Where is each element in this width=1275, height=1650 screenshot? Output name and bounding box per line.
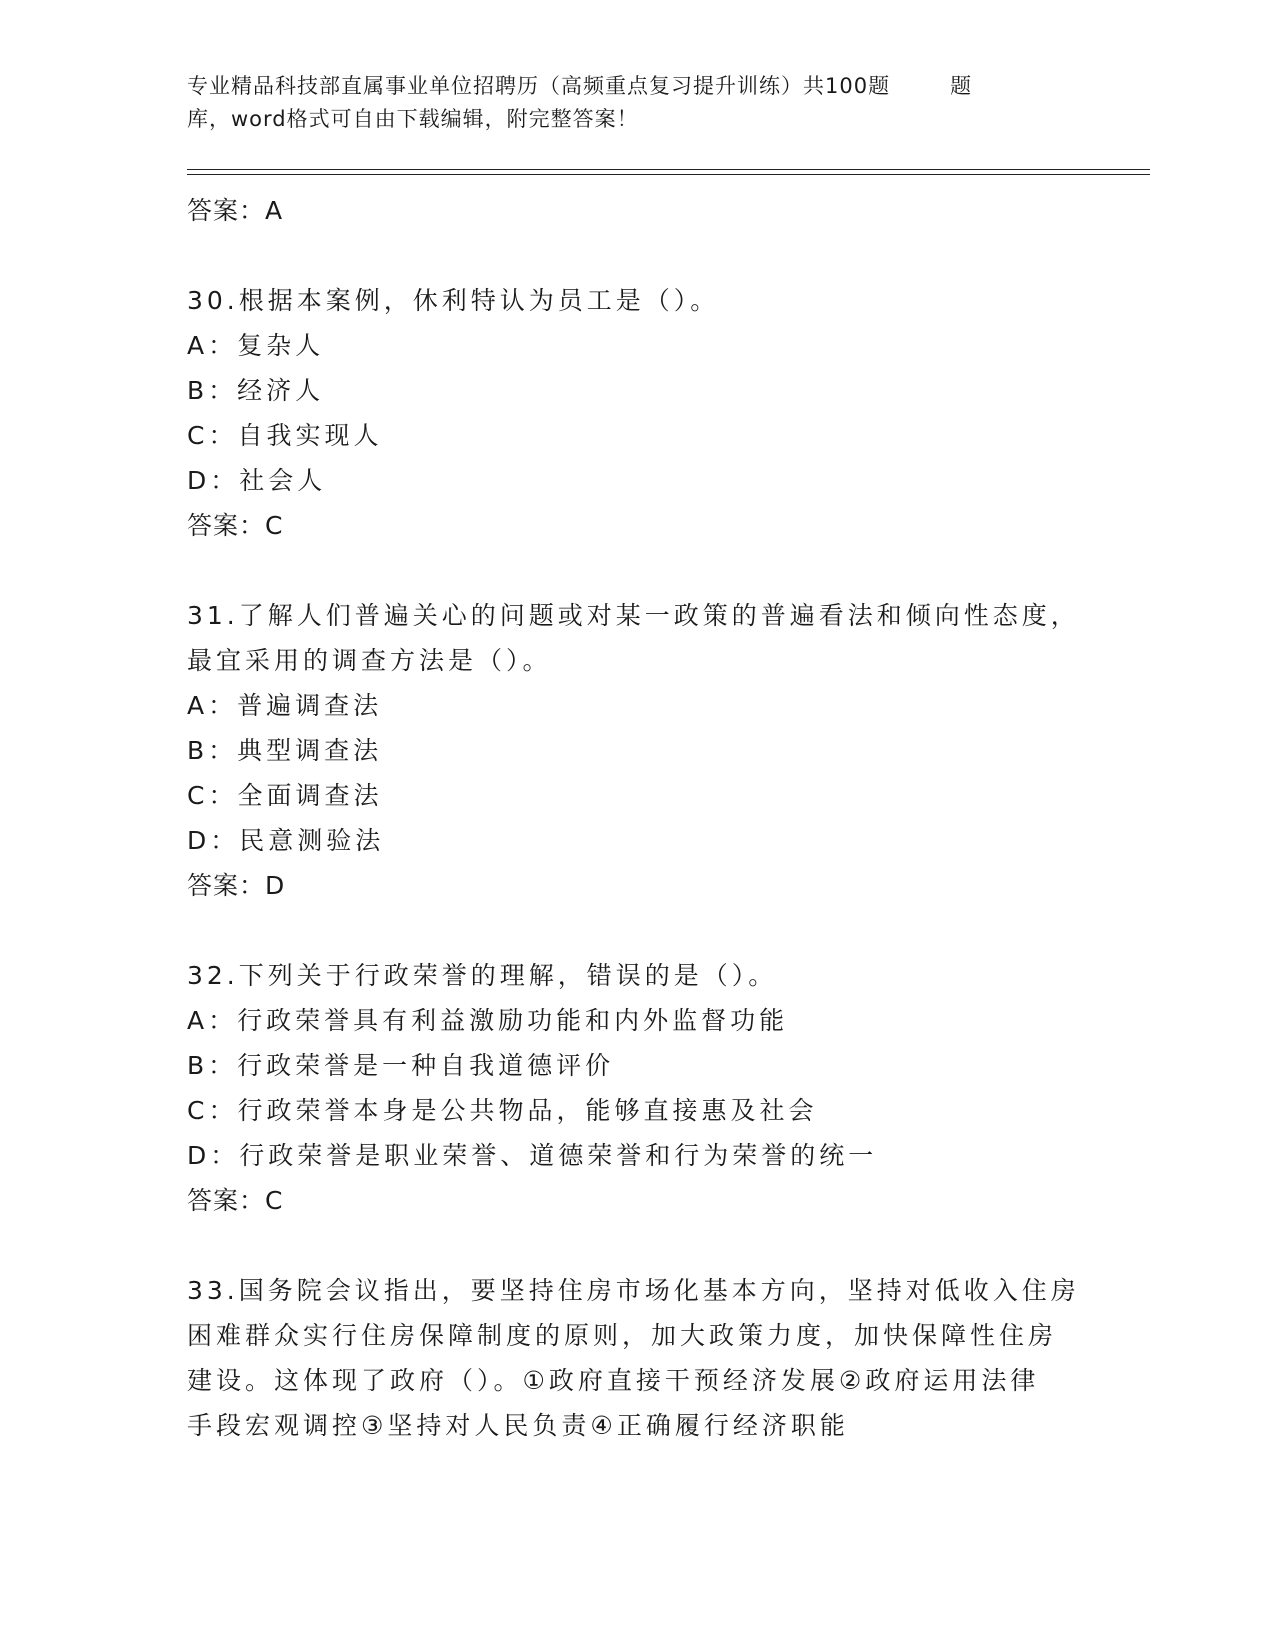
question-31 [187,593,1087,908]
option-d: D：民意测验法 [187,826,385,855]
question-33 [187,1268,1087,1448]
option-b: B：典型调查法 [187,736,383,765]
option-c: C：行政荣誉本身是公共物品，能够直接惠及社会 [187,1096,818,1125]
answer: 答案：C [187,511,284,540]
header-line-1 [187,70,1087,103]
option-a: A：行政荣誉具有利益激励功能和内外监督功能 [187,1006,789,1035]
option-a: A：复杂人 [187,331,325,360]
option-c: C：全面调查法 [187,781,383,810]
option-d: D：行政荣誉是职业荣誉、道德荣誉和行为荣誉的统一 [187,1141,878,1170]
question-stem-line-4: 手段宏观调控③坚持对人民负责④正确履行经济职能 [187,1411,849,1440]
question-stem-line-1: 31.了解人们普遍关心的问题或对某一政策的普遍看法和倾向性态度， [187,601,1080,630]
option-d: D：社会人 [187,466,327,495]
question-stem-line-2: 最宜采用的调查方法是（）。 [187,646,552,675]
question-32 [187,953,1087,1223]
question-list [187,188,1087,1448]
answer: 答案：D [187,871,286,900]
header-title: 专业精品科技部直属事业单位招聘历（高频重点复习提升训练）共100题 [187,74,891,98]
header-rule-bottom [187,174,1150,175]
question-stem-line-2: 困难群众实行住房保障制度的原则，加大政策力度，加快保障性住房 [187,1321,1058,1350]
question-30 [187,278,1087,548]
previous-answer: 答案：A [187,196,284,225]
document-header [187,70,1087,136]
option-b: B：行政荣誉是一种自我道德评价 [187,1051,615,1080]
question-stem: 30.根据本案例，休利特认为员工是（）。 [187,286,720,315]
header-rule-top [187,169,1150,170]
answer: 答案：C [187,1186,284,1215]
header-title-tail: 题 [950,74,973,98]
option-c: C：自我实现人 [187,421,383,450]
option-a: A：普遍调查法 [187,691,383,720]
header-line-2: 库，word格式可自由下载编辑，附完整答案！ [187,107,639,131]
question-stem: 32.下列关于行政荣誉的理解，错误的是（）。 [187,961,778,990]
option-b: B：经济人 [187,376,325,405]
question-stem-line-3: 建设。这体现了政府（）。①政府直接干预经济发展②政府运用法律 [187,1366,1040,1395]
question-stem-line-1: 33.国务院会议指出，要坚持住房市场化基本方向，坚持对低收入住房 [187,1276,1080,1305]
